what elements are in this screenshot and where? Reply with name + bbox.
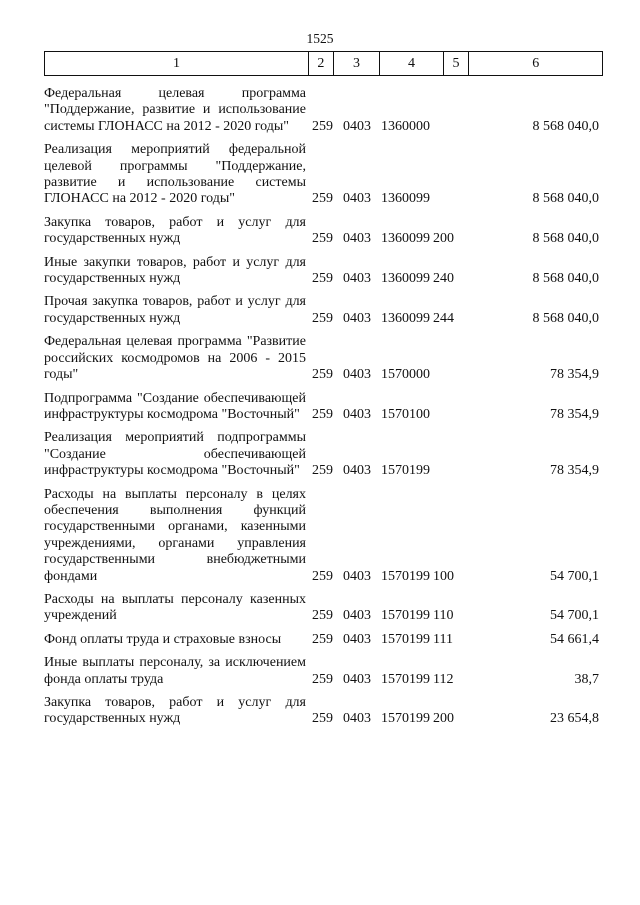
- row-description: Расходы на выплаты персоналу в целях обеспечения выполнения функций государственными органами, казенными учреждениями, органами управления государственными внебюджетными фондами: [44, 486, 306, 584]
- row-amount: 8 568 040,0: [532, 191, 599, 207]
- row-target-code: 1360099: [381, 191, 430, 207]
- row-description: Фонд оплаты труда и страховые взносы: [44, 631, 282, 647]
- row-expense-type: 112: [433, 671, 454, 687]
- row-amount: 8 568 040,0: [532, 271, 599, 287]
- row-ministry-code: 259: [312, 271, 333, 287]
- row-description: Реализация мероприятий подпрограммы "Создание обеспечивающей инфраструктуры космодрома "Восточный": [44, 430, 306, 479]
- row-description: Подпрограмма "Создание обеспечивающей инфраструктуры космодрома "Восточный": [44, 390, 306, 422]
- column-header-4: 4: [380, 52, 443, 76]
- row-expense-type: 100: [433, 568, 454, 584]
- row-section-code: 0403: [343, 631, 371, 647]
- table-row: [44, 487, 603, 585]
- row-description: Иные закупки товаров, работ и услуг для государственных нужд: [44, 254, 306, 287]
- row-expense-type: 244: [433, 310, 454, 326]
- row-amount: 23 654,8: [550, 711, 599, 727]
- table-row: [44, 592, 603, 625]
- row-description: Иные выплаты персоналу, за исключением фонда оплаты труда: [44, 655, 306, 687]
- row-amount: 78 354,9: [550, 463, 599, 479]
- table-row: [44, 215, 603, 248]
- table-row: [44, 632, 603, 648]
- table-row: [44, 142, 603, 208]
- row-target-code: 1360000: [381, 118, 430, 134]
- row-expense-type: 111: [433, 631, 453, 647]
- row-section-code: 0403: [343, 711, 371, 727]
- row-section-code: 0403: [343, 671, 371, 687]
- row-expense-type: 110: [433, 608, 454, 624]
- row-section-code: 0403: [343, 231, 371, 247]
- row-section-code: 0403: [343, 463, 371, 479]
- row-section-code: 0403: [343, 406, 371, 422]
- row-amount: 78 354,9: [550, 406, 599, 422]
- column-header-row: [45, 52, 603, 76]
- row-target-code: 1360099: [381, 231, 430, 247]
- column-header-table: [44, 51, 603, 76]
- row-ministry-code: 259: [312, 463, 333, 479]
- column-header-6: 6: [469, 52, 603, 76]
- row-section-code: 0403: [343, 118, 371, 134]
- column-header-2: 2: [308, 52, 333, 76]
- table-row: [44, 695, 603, 728]
- row-description: Прочая закупка товаров, работ и услуг для государственных нужд: [44, 294, 306, 326]
- row-description: Федеральная целевая программа "Развитие российских космодромов на 2006 - 2015 годы": [44, 334, 306, 383]
- row-ministry-code: 259: [312, 191, 333, 207]
- row-ministry-code: 259: [312, 367, 333, 383]
- row-ministry-code: 259: [312, 406, 333, 422]
- column-header-1: 1: [45, 52, 309, 76]
- table-row: [44, 86, 603, 135]
- row-amount: 54 700,1: [550, 608, 599, 624]
- row-expense-type: 200: [433, 711, 454, 727]
- row-amount: 8 568 040,0: [532, 118, 599, 134]
- row-section-code: 0403: [343, 191, 371, 207]
- row-description: Расходы на выплаты персоналу казенных учреждений: [44, 591, 306, 624]
- row-ministry-code: 259: [312, 231, 333, 247]
- table-row: [44, 655, 603, 688]
- row-amount: 38,7: [574, 671, 599, 687]
- table-row: [44, 430, 603, 479]
- row-amount: 54 661,4: [550, 631, 599, 647]
- row-section-code: 0403: [343, 367, 371, 383]
- table-row: [44, 391, 603, 424]
- row-section-code: 0403: [343, 608, 371, 624]
- row-ministry-code: 259: [312, 608, 333, 624]
- row-expense-type: 200: [433, 231, 454, 247]
- column-header-5: 5: [443, 52, 469, 76]
- row-target-code: 1570199: [381, 568, 430, 584]
- row-target-code: 1570199: [381, 711, 430, 727]
- row-ministry-code: 259: [312, 671, 333, 687]
- row-amount: 78 354,9: [550, 367, 599, 383]
- row-amount: 54 700,1: [550, 568, 599, 584]
- row-ministry-code: 259: [312, 310, 333, 326]
- row-target-code: 1570199: [381, 671, 430, 687]
- budget-rows: [44, 86, 603, 735]
- row-amount: 8 568 040,0: [532, 231, 599, 247]
- row-section-code: 0403: [343, 568, 371, 584]
- row-ministry-code: 259: [312, 711, 333, 727]
- row-target-code: 1570199: [381, 631, 430, 647]
- row-target-code: 1360099: [381, 310, 430, 326]
- row-description: Закупка товаров, работ и услуг для государственных нужд: [44, 214, 306, 247]
- row-expense-type: 240: [433, 271, 454, 287]
- table-row: [44, 334, 603, 383]
- row-ministry-code: 259: [312, 568, 333, 584]
- row-section-code: 0403: [343, 310, 371, 326]
- row-target-code: 1570100: [381, 406, 430, 422]
- row-description: Закупка товаров, работ и услуг для государственных нужд: [44, 695, 306, 727]
- table-row: [44, 294, 603, 327]
- row-section-code: 0403: [343, 271, 371, 287]
- page-number: 1525: [306, 31, 334, 46]
- row-description: Реализация мероприятий федеральной целевой программы "Поддержание, развитие и использование системы ГЛОНАСС на 2012 - 2020 годы": [44, 142, 306, 207]
- row-ministry-code: 259: [312, 118, 333, 134]
- row-target-code: 1360099: [381, 271, 430, 287]
- column-header-3: 3: [333, 52, 380, 76]
- row-amount: 8 568 040,0: [532, 310, 599, 326]
- row-target-code: 1570199: [381, 463, 430, 479]
- row-description: Федеральная целевая программа "Поддержание, развитие и использование системы ГЛОНАСС на 2012 - 2020 годы": [44, 86, 306, 134]
- row-target-code: 1570000: [381, 367, 430, 383]
- row-target-code: 1570199: [381, 608, 430, 624]
- table-row: [44, 255, 603, 288]
- row-ministry-code: 259: [312, 631, 333, 647]
